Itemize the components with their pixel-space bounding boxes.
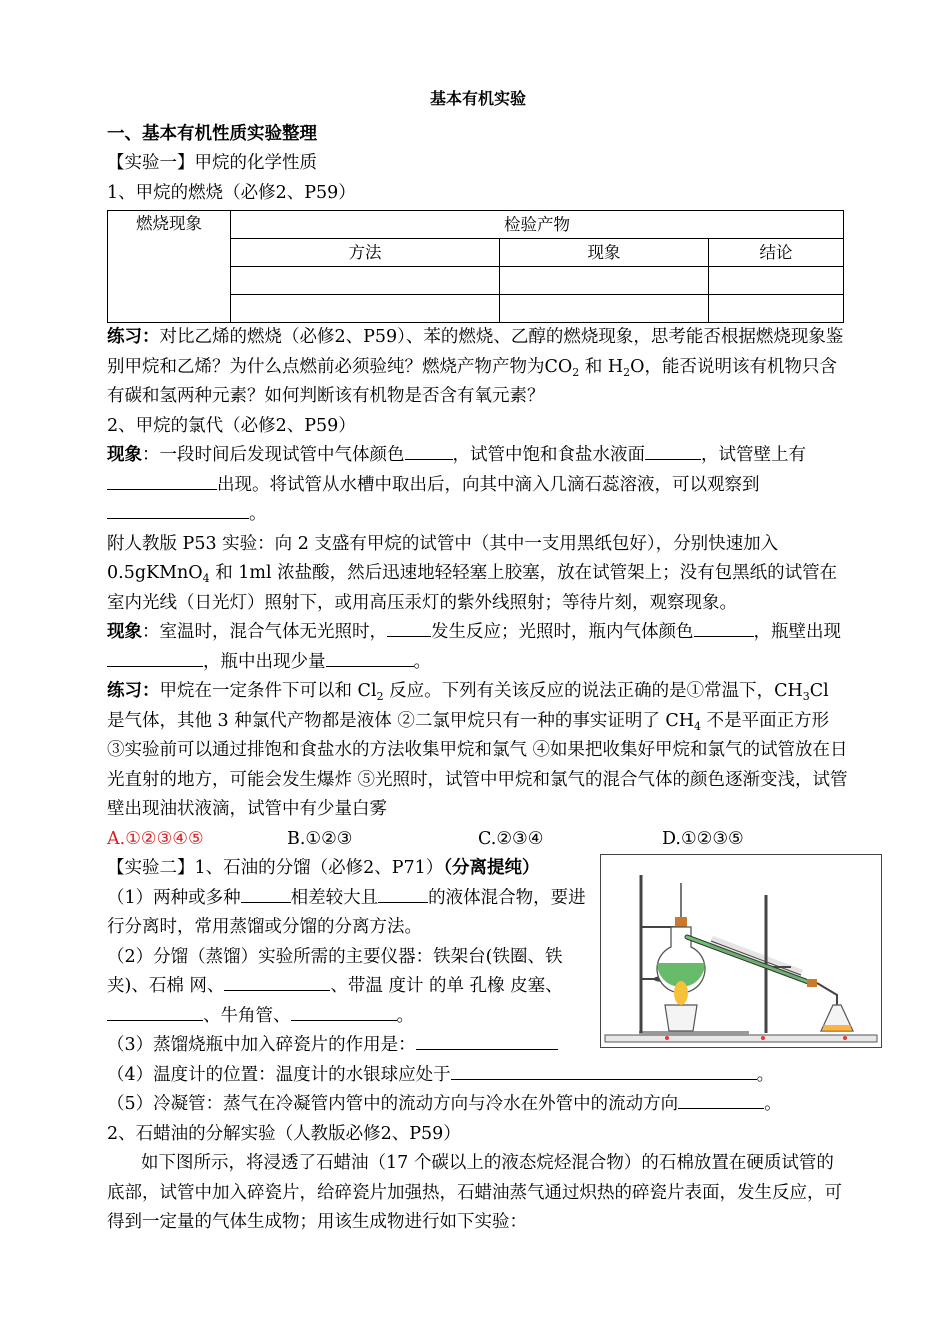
table-cell[interactable] — [709, 267, 844, 295]
exp2-heading-text: 【实验二】1、石油的分馏（必修2、P71） — [107, 858, 444, 878]
question-4 — [107, 1061, 849, 1091]
phenomenon-label: 现象 — [107, 445, 142, 465]
option-a[interactable]: A.①②③④⑤ — [107, 828, 204, 849]
practice2-text: Cl 是气体，其他 3 种氯代产物都是液体 ②二氯甲烷只有一种的事实证明了 CH — [107, 681, 829, 731]
answer-blank[interactable] — [241, 884, 291, 903]
answer-blank[interactable] — [416, 1031, 558, 1050]
q-text: 的液体混合物，要进行分离时，常用蒸馏或分馏的分离方法。 — [107, 887, 586, 937]
answer-options — [107, 825, 849, 855]
answer-blank[interactable] — [291, 1002, 397, 1021]
subscript: 3 — [802, 690, 810, 703]
q-text: 、牛角管、 — [203, 1005, 291, 1026]
phen-text: ，试管壁上有 — [701, 445, 806, 465]
phen-text: ：一段时间后发现试管中气体颜色 — [142, 445, 405, 465]
combustion-table — [107, 210, 844, 323]
attached-experiment — [107, 530, 849, 619]
distillation-apparatus-illustration — [601, 855, 881, 1047]
option-c[interactable]: C.②③④ — [478, 828, 544, 849]
practice1 — [107, 323, 849, 412]
subscript: 2 — [623, 365, 631, 379]
section-heading: 一、基本有机性质实验整理 — [107, 123, 317, 144]
answer-blank[interactable] — [326, 648, 414, 667]
th-observation: 现象 — [500, 239, 709, 267]
q-text: 。 — [396, 1005, 414, 1026]
q-text: 。 — [756, 1064, 775, 1085]
practice1-text-a: 对比乙烯的燃烧（必修2、P59）、苯的燃烧、乙醇的燃烧现象，思考能否根据燃烧现象鉴别甲烷和乙烯？为什么点燃前必须验纯？燃烧产物产物为CO — [107, 327, 844, 377]
practice2-text: 甲烷在一定条件下可以和 Cl — [159, 681, 377, 701]
exp1-heading: 【实验一】甲烷的化学性质 — [107, 153, 317, 173]
distillation-apparatus-figure — [600, 854, 882, 1048]
q-text: 相差较大且 — [290, 887, 379, 908]
th-method: 方法 — [231, 239, 500, 267]
q-text: （3）蒸馏烧瓶中加入碎瓷片的作用是： — [107, 1035, 416, 1055]
phen-text: 发生反应；光照时，瓶内气体颜色 — [431, 622, 694, 642]
subscript: 4 — [202, 572, 210, 585]
answer-blank[interactable] — [378, 884, 428, 903]
th-phenomenon: 燃烧现象 — [108, 211, 231, 323]
q-text: （1）两种或多种 — [107, 887, 241, 908]
exp2-heading — [107, 854, 591, 884]
phen-text: 出现。将试管从水槽中取出后，向其中滴入几滴石蕊溶液，可以观察到 — [217, 474, 760, 495]
practice2-text: 反应。下列有关该反应的说法正确的是①常温下，CH — [383, 681, 803, 701]
q-text: 、带温 度计 的单 孔橡 皮塞、 — [330, 976, 563, 996]
exp1-sub2: 2、甲烷的氯代（必修2、P59） — [107, 415, 356, 436]
answer-blank[interactable] — [107, 471, 217, 490]
subscript: 2 — [572, 365, 580, 379]
phen-text: ：室温时，混合气体无光照时， — [142, 622, 387, 642]
q-text: （2）分馏（蒸馏）实验所需的主要仪器：铁架台(铁圈、铁夹)、石棉 网、 — [107, 946, 563, 996]
experiment2-text — [107, 854, 591, 1031]
subscript: 2 — [376, 690, 384, 703]
paraffin-paragraph: 如下图所示，将浸透了石蜡油（17 个碳以上的液态烷烃混合物）的石棉放置在硬质试管的底部，试管中加入碎瓷片，给碎瓷片加强热，石蜡油蒸气通过炽热的碎瓷片表面，发生反应，可得到一定量的气体生成物；用该生成物进行如下实验： — [107, 1153, 842, 1232]
table-cell[interactable] — [500, 267, 709, 295]
exp2-sub2: 2、石蜡油的分解实验（人教版必修2、P59） — [107, 1123, 461, 1144]
table-cell[interactable] — [709, 295, 844, 323]
subscript: 4 — [694, 719, 702, 733]
phenomenon2 — [107, 618, 849, 677]
option-b[interactable]: B.①②③ — [287, 828, 353, 849]
question-1 — [107, 884, 591, 943]
answer-blank[interactable] — [645, 441, 701, 460]
table-cell[interactable] — [500, 295, 709, 323]
th-conclusion: 结论 — [709, 239, 844, 267]
experiment2 — [107, 854, 849, 1120]
exp1-sub1: 1、甲烷的燃烧（必修2、P59） — [107, 182, 356, 203]
answer-blank[interactable] — [451, 1061, 757, 1080]
table-cell[interactable] — [231, 295, 500, 323]
answer-blank[interactable] — [107, 1002, 203, 1021]
practice1-text-b: 和 H — [579, 356, 624, 377]
q-text: （4）温度计的位置：温度计的水银球应处于 — [107, 1064, 451, 1085]
answer-blank[interactable] — [224, 972, 330, 991]
answer-blank[interactable] — [107, 500, 249, 519]
answer-blank[interactable] — [387, 618, 431, 637]
document-page — [107, 84, 849, 1238]
th-check-products: 检验产物 — [231, 211, 844, 239]
question-2 — [107, 943, 591, 1032]
phen-text: 。 — [413, 651, 431, 672]
question-5 — [107, 1090, 849, 1120]
practice-label: 练习： — [107, 327, 160, 347]
practice1-text-c: O，能否说明该有机物只含有碳和氢两种元素？如何判断该有机物是否含有氧元素？ — [107, 356, 837, 406]
answer-blank[interactable] — [107, 648, 203, 667]
answer-blank[interactable] — [678, 1090, 764, 1109]
table-cell[interactable] — [231, 267, 500, 295]
phen-text: ，瓶壁出现 — [753, 622, 841, 642]
practice-label: 练习： — [107, 681, 160, 701]
q-text: 。 — [764, 1094, 782, 1114]
practice2 — [107, 677, 849, 825]
q-text: （5）冷凝管：蒸气在冷凝管内管中的流动方向与冷水在外管中的流动方向 — [107, 1094, 679, 1114]
phen-text: 。 — [249, 504, 267, 524]
phenomenon-label: 现象 — [107, 622, 142, 642]
phen-text: ，瓶中出现少量 — [203, 651, 326, 672]
practice2-text: 不是平面正方形 ③实验前可以通过排饱和食盐水的方法收集甲烷和氯气 ④如果把收集好甲烷和氯气的试管放在日光直射的地方，可能会发生爆炸 ⑤光照时，试管中甲烷和氯气的混合气体的颜色逐渐变浅，试管壁出现油状液滴，试管中有少量白雾 — [107, 710, 848, 819]
option-d[interactable]: D.①②③⑤ — [662, 828, 744, 849]
phen-text: ，试管中饱和食盐水液面 — [452, 445, 645, 465]
attach-text: 和 1ml 浓盐酸，然后迅速地轻轻塞上胶塞，放在试管架上；没有包黑纸的试管在室内光线（日光灯）照射下，或用高压汞灯的紫外线照射；等待片刻，观察现象。 — [107, 563, 838, 613]
answer-blank[interactable] — [405, 441, 453, 460]
document-title: 基本有机实验 — [429, 89, 526, 108]
phenomenon1 — [107, 441, 849, 530]
exp2-heading-bold: （分离提纯） — [443, 858, 540, 878]
attach-text: 附人教版 P53 实验：向 2 支盛有甲烷的试管中（其中一支用黑纸包好），分别快速加入 0.5gKMnO — [107, 533, 779, 583]
answer-blank[interactable] — [694, 618, 754, 637]
